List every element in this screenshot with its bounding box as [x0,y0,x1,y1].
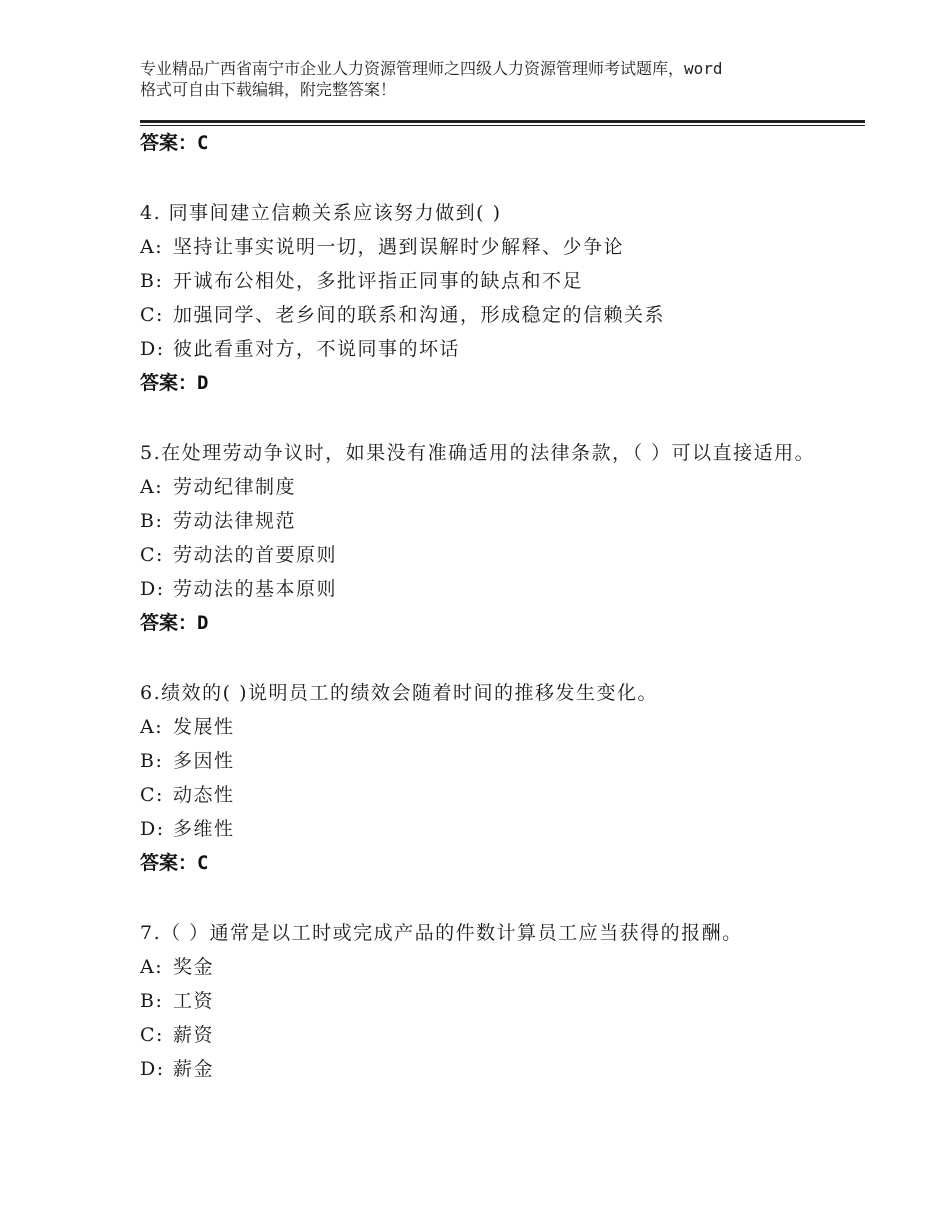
spacer [140,400,840,436]
option-b: B: 多因性 [140,750,235,772]
spacer [140,160,840,196]
option-a: A: 坚持让事实说明一切，遇到误解时少解释、少争论 [140,236,625,258]
header-line-1: 专业精品广西省南宁市企业人力资源管理师之四级人力资源管理师考试题库，word [140,59,723,78]
option-b: B: 工资 [140,990,215,1012]
question-text: 6.绩效的( )说明员工的绩效会随着时间的推移发生变化。 [140,682,658,704]
option-a: A: 劳动纪律制度 [140,476,297,498]
option-c: C: 动态性 [140,784,235,806]
option-b: B: 开诚布公相处，多批评指正同事的缺点和不足 [140,270,584,292]
answer-label: 答案：D [140,372,209,394]
question-text: 4. 同事间建立信赖关系应该努力做到( ) [140,202,502,224]
question-6 [140,676,840,880]
option-d: D: 多维性 [140,818,235,840]
option-a: A: 发展性 [140,716,235,738]
option-c: C: 劳动法的首要原则 [140,544,338,566]
document-header [140,58,840,100]
question-text: 5.在处理劳动争议时，如果没有准确适用的法律条款，（ ）可以直接适用。 [140,442,816,464]
answer-label: 答案：C [140,132,209,154]
option-d: D: 彼此看重对方，不说同事的坏话 [140,338,461,360]
option-c: C: 薪资 [140,1024,215,1046]
question-5 [140,436,840,640]
question-list [140,126,840,1086]
spacer [140,880,840,916]
header-line-2: 格式可自由下载编辑，附完整答案！ [140,80,397,99]
option-d: D: 劳动法的基本原则 [140,578,338,600]
option-c: C: 加强同学、老乡间的联系和沟通，形成稳定的信赖关系 [140,304,666,326]
option-b: B: 劳动法律规范 [140,510,297,532]
question-text: 7.（ ）通常是以工时或完成产品的件数计算员工应当获得的报酬。 [140,922,743,944]
spacer [140,640,840,676]
header-divider-thick [140,120,865,123]
answer-label: 答案：C [140,852,209,874]
option-d: D: 薪金 [140,1058,215,1080]
question-4 [140,196,840,400]
answer-label: 答案：D [140,612,209,634]
question-7 [140,916,840,1086]
option-a: A: 奖金 [140,956,215,978]
